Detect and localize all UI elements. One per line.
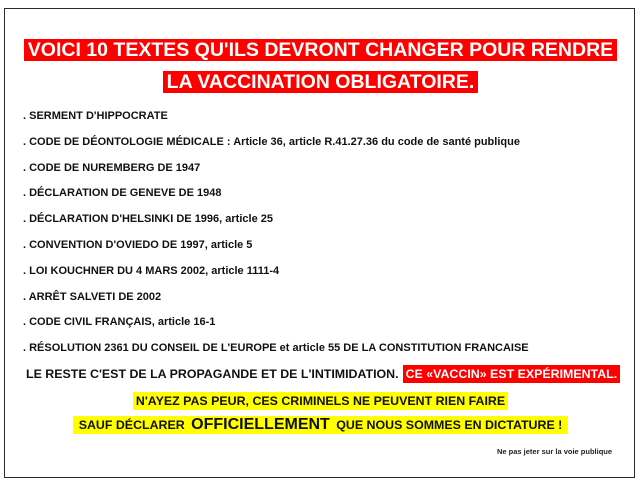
list-item: . CODE DE DÉONTOLOGIE MÉDICALE : Article 36, article R.41.27.36 du code de santé publique [23,135,520,148]
list-item: . ARRÊT SALVETI DE 2002 [23,290,162,303]
list-item: . LOI KOUCHNER DU 4 MARS 2002, article 1111-4 [23,264,280,277]
list-item: . CODE CIVIL FRANÇAIS, article 16-1 [23,316,216,329]
warning-emphasis: OFFICIELLEMENT [191,416,330,433]
propaganda-text: LE RESTE C'EST DE LA PROPAGANDE ET DE L'INTIMIDATION. [26,367,399,381]
list-item: . SERMENT D'HIPPOCRATE [23,110,168,122]
warning-line-2 [0,416,641,434]
footer-note: Ne pas jeter sur la voie publique [497,447,613,456]
list-item: . RÉSOLUTION 2361 DU CONSEIL DE L'EUROPE et article 55 DE LA CONSTITUTION FRANCAISE [23,342,529,355]
texts-list [23,106,529,364]
list-item: . DÉCLARATION D'HELSINKI DE 1996, article 25 [23,213,273,226]
list-item: . CONVENTION D'OVIEDO DE 1997, article 5 [23,238,253,251]
propaganda-line [26,363,620,385]
warning-line-2-text [73,416,569,434]
warning-line-1-text: N'AYEZ PAS PEUR, CES CRIMINELS NE PEUVENT RIEN FAIRE [133,392,508,410]
title-line-2-text: LA VACCINATION OBLIGATOIRE. [163,71,479,93]
title-line-1-text: VOICI 10 TEXTES QU'ILS DEVRONT CHANGER POUR RENDRE [24,39,617,61]
list-item: . CODE DE NUREMBERG DE 1947 [23,161,201,174]
title-line-1 [0,36,641,64]
title-line-2 [0,68,641,96]
warning-before: SAUF DÉCLARER [76,416,188,434]
warning-line-1 [0,392,641,410]
experimental-highlight: CE «VACCIN» EST EXPÉRIMENTAL. [403,365,621,383]
warning-after: QUE NOUS SOMMES EN DICTATURE ! [333,416,565,434]
list-item: . DÉCLARATION DE GENEVE DE 1948 [23,187,222,200]
